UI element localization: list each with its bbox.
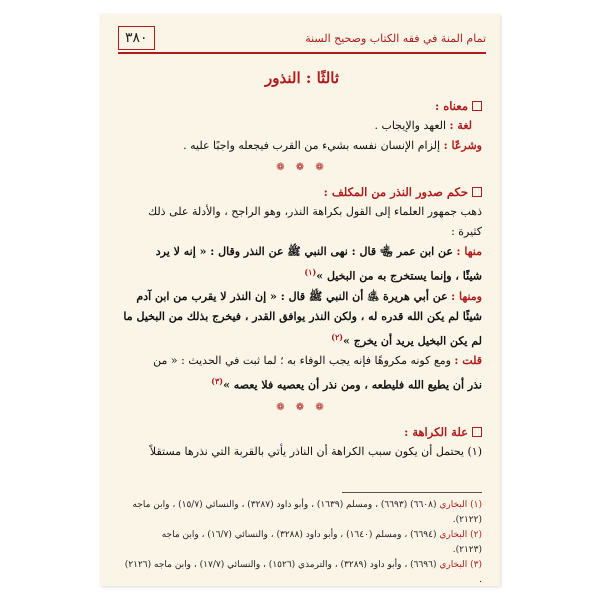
ruling-intro-cont: كثيرة : [451, 225, 482, 238]
book-page [100, 14, 500, 586]
footnote-separator [342, 492, 482, 493]
footnote-2-cont: (٢١٢٣). [452, 545, 482, 555]
footnote-ref: (٣) [211, 376, 224, 387]
definition-lugha: لغة : العهد والإيجاب . [374, 119, 472, 132]
hadith-1: منها : عن ابن عمر ﵄ قال : نهى النبي ﷺ عن النذر وقال : « إنه لا يرد [155, 245, 482, 258]
subsection-ruling-title: حكم صدور النذر من المكلف : [122, 182, 482, 202]
footnote-3: (٣) البخاري (٦٦٩٦) ، وأبو داود (٣٢٨٩) ، والترمذي (١٥٢٦) ، والنسائي (١٧/٧) ، وابن ماجه (٢١٢٦) . [124, 560, 482, 585]
hadith-2: ومنها : عن أبي هريرة ﵁ أن النبي ﷺ قال : « إن النذر لا يقرب من ابن آدم [136, 289, 482, 303]
hadith-1-cont: شيئًا ، وإنما يستخرج به من البخيل »$^{(١)}$ [304, 267, 482, 283]
page-number: ٣٨٠ [118, 26, 155, 50]
page-content [122, 62, 482, 462]
subsection-reason-title: علة الكراهة : [122, 422, 482, 442]
stars-divider: ❁ ❁ ❁ [276, 401, 328, 413]
author-note-cont: نذر أن يطيع الله فليطعه ، ومن نذر أن يعصيه فلا يعصه »$^{(٣)}$ [211, 376, 482, 392]
definition-shar: وشرعًا : إلزام الإنسان نفسه بشيء من القرب فيجعله واجبًا عليه . [183, 139, 482, 152]
footnote-1: (١) البخاري (٦٦٠٨) (٦٦٩٣) ، ومسلم (١٦٣٩) ، وأبو داود (٣٢٨٧) ، والنسائي (١٥/٧) ، وابن ماجه [132, 500, 482, 510]
square-bullet-icon [472, 101, 482, 111]
author-note: قلت : ومع كونه مكروهًا فإنه يجب الوفاء به ؛ لما ثبت في الحديث : « من [153, 354, 482, 368]
subsection-meaning-title: معناه : [122, 96, 482, 116]
square-bullet-icon [472, 427, 482, 437]
footnote-ref: (١) [304, 267, 317, 277]
square-bullet-icon [472, 187, 482, 197]
ruling-intro: ذهب جمهور العلماء إلى القول بكراهة النذر، وهو الراجح ، والأدلة على ذلك [148, 205, 482, 218]
footnote-ref: (٢) [331, 331, 344, 342]
hadith-2-cont: شيئًا لم يكن الله قدره له ، ولكن النذر يوافق القدر ، فيخرج بذلك من البخيل ما [123, 309, 482, 323]
footnote-1-cont: (٢١٢٢). [452, 515, 482, 525]
stars-divider: ❁ ❁ ❁ [276, 162, 328, 173]
section-heading: ثالثًا : النذور [264, 69, 340, 87]
footnotes [122, 498, 482, 588]
hadith-2-cont2: لم يكن البخيل يريد أن يخرج »$^{(٢)}$ [331, 331, 482, 348]
footnote-2: (٢) البخاري (٦٦٩٤) ، ومسلم (١٦٤٠) ، وأبو داود (٣٢٨٨) ، والنسائي (١٦/٧) ، وابن ماجه [161, 530, 482, 540]
reason-1: (١) يحتمل أن يكون سبب الكراهة أن الناذر يأتي بالقربة التي نذرها مستقلاً [149, 444, 482, 458]
book-title: تمام المنة في فقه الكتاب وصحيح السنة [305, 31, 486, 45]
page-header [118, 24, 486, 54]
